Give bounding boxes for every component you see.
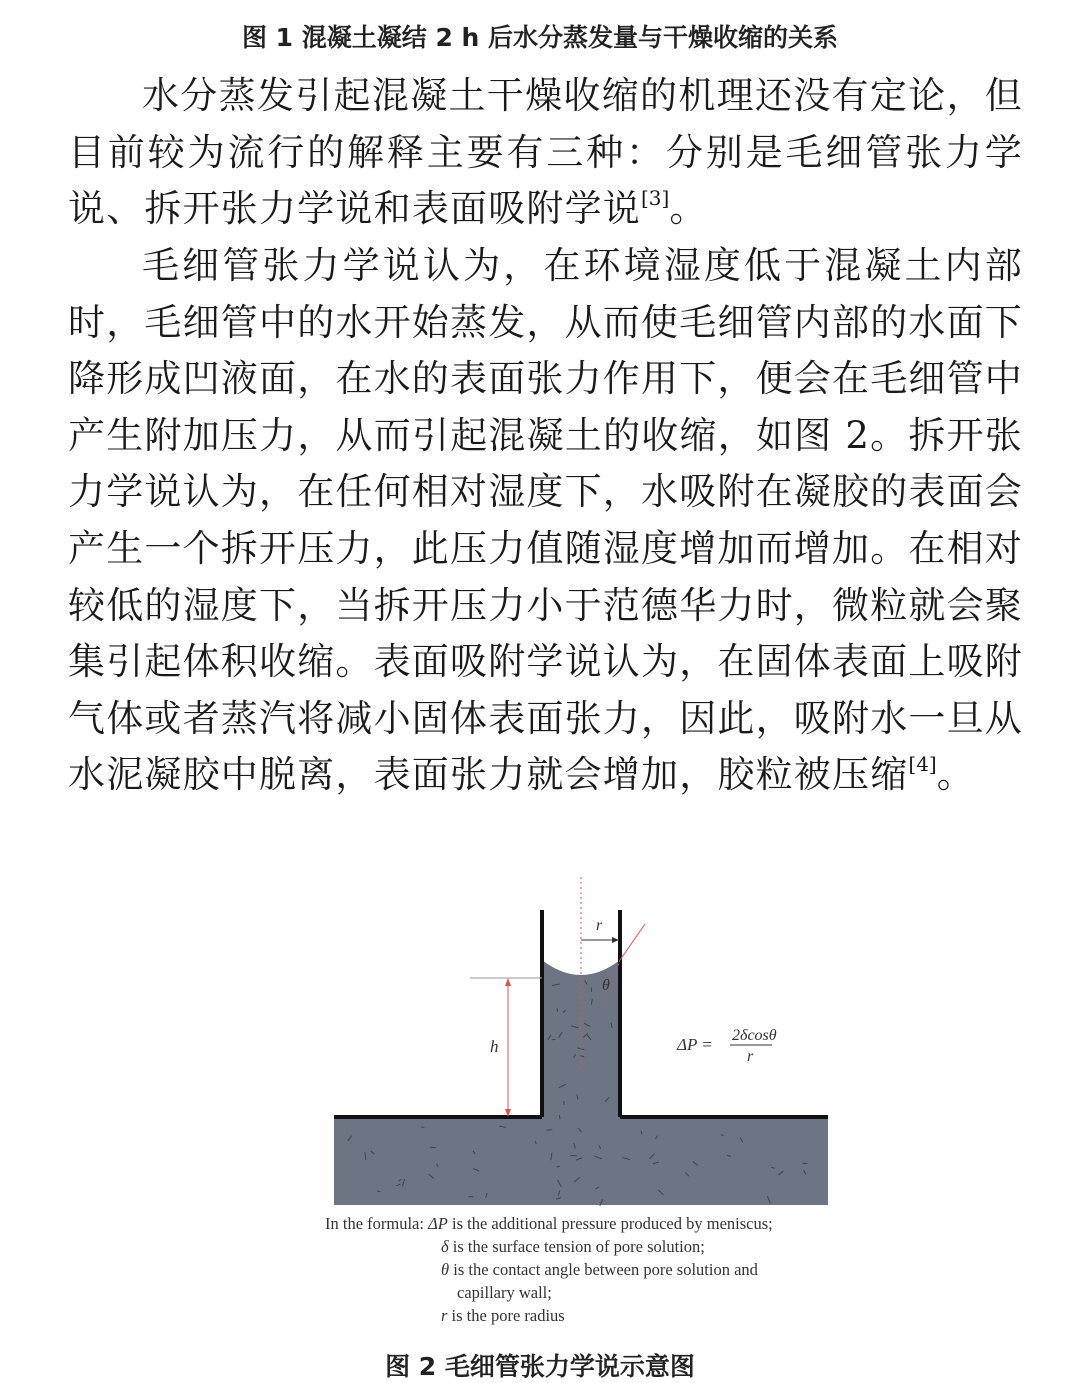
legend-prefix: In the formula:: [325, 1214, 428, 1233]
formula-numerator: 2δcosθ: [732, 1027, 777, 1044]
legend-text: is the pore radius: [447, 1306, 564, 1325]
figure-2-caption: 图 2 毛细管张力学说示意图: [0, 1347, 1080, 1383]
legend-symbol: δ: [441, 1237, 449, 1256]
legend-symbol: ΔP: [428, 1214, 448, 1233]
texture-mark: [557, 1008, 558, 1011]
legend-text: is the surface tension of pore solution;: [449, 1237, 705, 1256]
paragraph-text: 水分蒸发引起混凝土干燥收缩的机理还没有定论，但目前较为流行的解释主要有三种：分别是毛细管张力学说、拆开张力学说和表面吸附学说: [68, 74, 1023, 230]
radius-label: r: [596, 917, 603, 934]
paragraph-theories: [68, 238, 1023, 804]
legend-text: is the contact angle between pore solution and: [449, 1260, 758, 1279]
theta-label: θ: [602, 977, 610, 994]
pressure-formula: [676, 1027, 777, 1065]
paragraph-text: 毛细管张力学说认为，在环境湿度低于混凝土内部时，毛细管中的水开始蒸发，从而使毛细管内部的水面下降形成凹液面，在水的表面张力作用下，便会在毛细管中产生附加压力，从而引起混凝土的收缩，如图 2。拆开张力学说认为，在任何相对湿度下，水吸附在凝胶的表面会产生一个拆开压力，此压力值随湿度增加而增加。在相对较低的湿度下，当拆开压力小于范德华力时，微粒就会聚集引起体积收缩。表面吸附学说认为，在固体表面上吸附气体或者蒸汽将减小固体表面张力，因此，吸附水一旦从水泥凝胶中脱离，表面张力就会增加，胶粒被压缩: [68, 244, 1023, 796]
figure-2-legend: [325, 1212, 773, 1327]
citation-ref[interactable]: [3]: [641, 186, 669, 210]
formula-lhs: ΔP =: [676, 1035, 713, 1054]
legend-symbol: θ: [441, 1260, 449, 1279]
paragraph-tail: 。: [937, 753, 975, 796]
legend-text: is the additional pressure produced by meniscus;: [448, 1214, 773, 1233]
citation-ref[interactable]: [4]: [908, 752, 936, 776]
pore-solution-fluid: [334, 960, 828, 1205]
texture-mark: [552, 1039, 556, 1040]
paragraph-mechanism-intro: [68, 68, 1023, 238]
figure-1-caption: 图 1 混凝土凝结 2 h 后水分蒸发量与干燥收缩的关系: [0, 18, 1080, 54]
height-label: h: [490, 1037, 499, 1056]
legend-text: capillary wall;: [457, 1283, 552, 1302]
formula-denominator: r: [747, 1048, 754, 1065]
capillary-tension-diagram: [320, 872, 840, 1212]
texture-mark: [559, 1115, 560, 1119]
paragraph-tail: 。: [669, 187, 707, 230]
texture-mark: [430, 1147, 436, 1148]
texture-mark: [802, 1163, 807, 1164]
legend-symbol: r: [441, 1306, 447, 1325]
tangent-line: [620, 924, 645, 960]
